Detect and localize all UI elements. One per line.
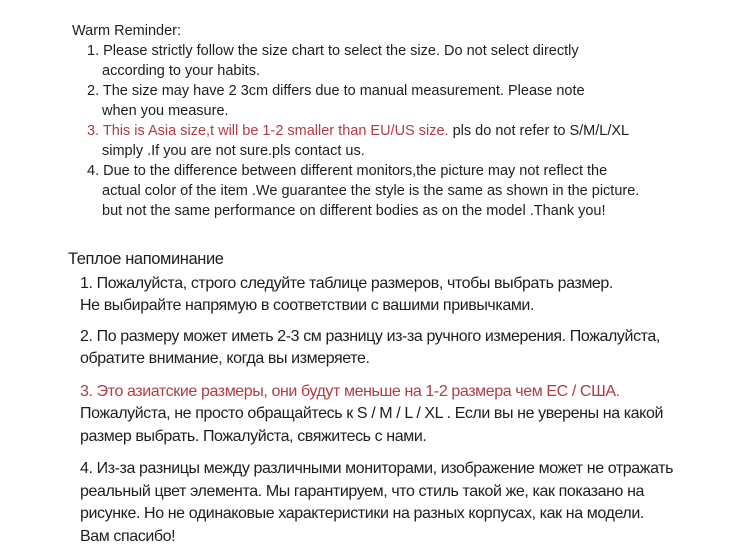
- russian-title: Теплое напоминание: [68, 250, 224, 268]
- english-reminder-section: [0, 0, 750, 221]
- russian-item-2-line-2: обратите внимание, когда вы измеряете.: [80, 350, 370, 367]
- russian-item-1-line-1: 1. Пожалуйста, строго следуйте таблице размеров, чтобы выбрать размер.: [80, 274, 613, 292]
- russian-item-4-line-4: Вам спасибо!: [80, 527, 176, 545]
- english-item-3-red-text: This is Asia size,t will be 1-2 smaller than EU/US size.: [102, 123, 449, 139]
- english-item-1: [72, 41, 730, 81]
- english-item-4-line-3: but not the same performance on different bodies as on the model .Thank you!: [102, 203, 606, 219]
- russian-item-4-line-2: реальный цвет элемента. Мы гарантируем, что стиль такой же, как показано на: [80, 482, 645, 500]
- english-item-2-number: 2.: [87, 83, 100, 99]
- english-item-1-number: 1.: [87, 43, 100, 59]
- russian-item-3: [80, 381, 730, 449]
- english-item-1-line-1: Please strictly follow the size chart to select the size. Do not select directly: [103, 43, 579, 59]
- english-item-3-number: 3.: [87, 123, 100, 139]
- english-list: [72, 41, 730, 221]
- russian-item-4-line-3: рисунке. Но не одинаковые характеристики на разных корпусах, как на модели.: [80, 505, 644, 522]
- russian-item-3-red-line: 3. Это азиатские размеры, они будут меньше на 1-2 размера чем ЕС / США.: [80, 382, 620, 400]
- english-item-3-line-1-rest: pls do not refer to S/M/L/XL: [448, 123, 630, 139]
- russian-item-4-line-1: 4. Из-за разницы между различными мониторами, изображение может не отражать: [80, 460, 674, 477]
- english-item-1-line-2: according to your habits.: [102, 63, 260, 79]
- russian-item-3-line-2: Пожалуйста, не просто обращайтесь к S / M / L / XL . Если вы не уверены на какой: [80, 405, 664, 422]
- russian-item-4: [80, 458, 730, 548]
- russian-reminder-section: [0, 248, 750, 548]
- russian-item-1: [80, 273, 730, 318]
- english-item-4-line-1: Due to the difference between different monitors,the picture may not reflect the: [103, 163, 608, 179]
- russian-item-1-line-2: Не выбирайте напрямую в соответствии с вашими привычками.: [80, 297, 535, 314]
- english-item-3-line-2: simply .If you are not sure.pls contact us.: [102, 143, 365, 159]
- russian-item-3-line-3: размер выбрать. Пожалуйста, свяжитесь с нами.: [80, 427, 427, 445]
- english-item-2-line-2: when you measure.: [102, 103, 229, 119]
- russian-item-2: [80, 326, 730, 371]
- english-item-4: [72, 161, 730, 221]
- english-item-2: [72, 81, 730, 121]
- russian-item-2-line-1: 2. По размеру может иметь 2-3 см разницу из-за ручного измерения. Пожалуйста,: [80, 327, 660, 345]
- english-item-3: [72, 121, 730, 161]
- english-item-4-number: 4.: [87, 163, 100, 179]
- english-title: Warm Reminder:: [72, 23, 182, 39]
- english-item-2-line-1: The size may have 2 3cm differs due to manual measurement. Please note: [102, 83, 585, 99]
- english-item-4-line-2: actual color of the item .We guarantee the style is the same as shown in the picture.: [102, 183, 640, 199]
